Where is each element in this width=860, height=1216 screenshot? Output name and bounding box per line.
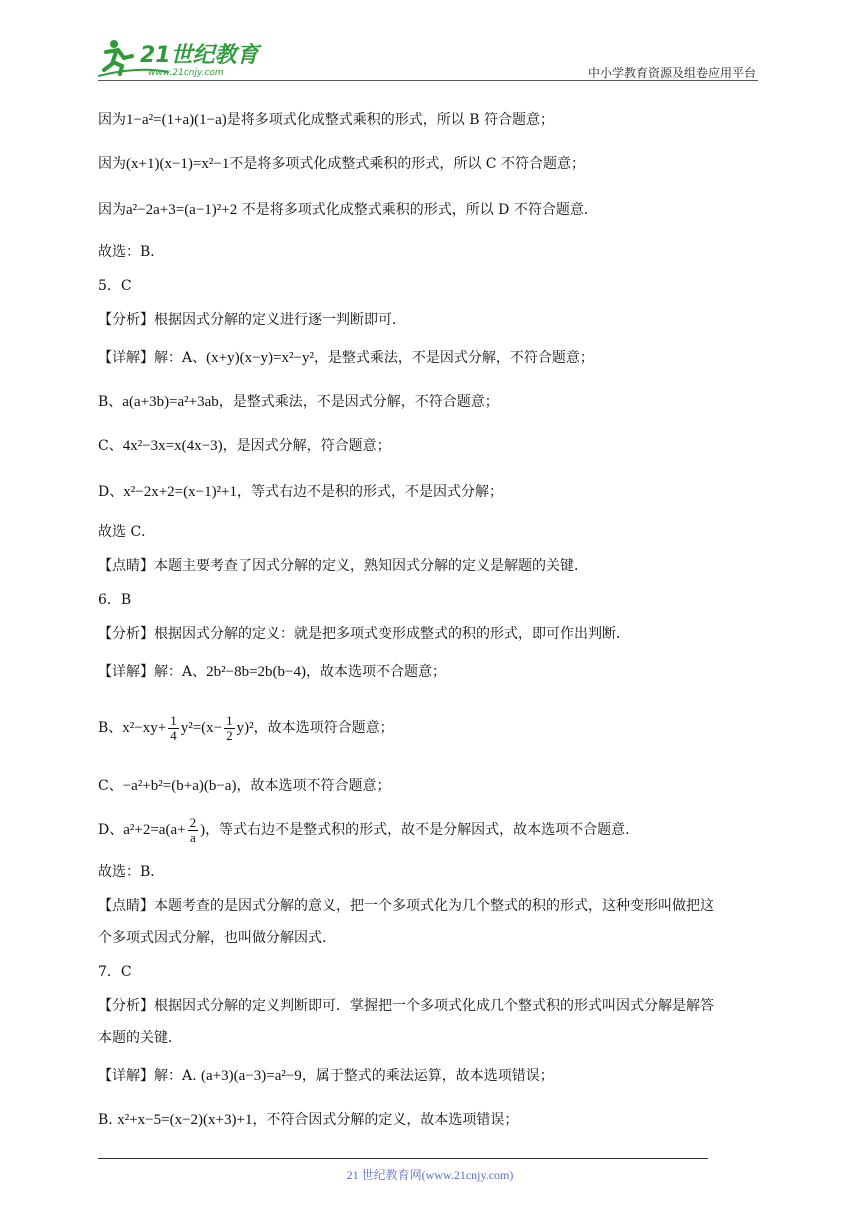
text-line: 因为a²−2a+3=(a−1)²+2 不是将多项式化成整式乘积的形式，所以 D 不符合题意．: [98, 202, 598, 218]
text-line: 【详解】解：A、(x+y)(x−y)=x²−y²，是整式乘法，不是因式分解，不符合题意；: [98, 350, 594, 366]
text-line: C、4x²−3x=x(4x−3)，是因式分解，符合题意；: [98, 438, 391, 454]
header-divider: [98, 80, 758, 81]
fraction: $\frac{2}{a}$: [189, 814, 197, 845]
text-line: B、x²−xy+ $\frac{1}{4}$ y²=(x− $\frac{1}{2}$ y)²，故本选项符合题意；: [98, 712, 394, 743]
text-line: 故选 C．: [98, 524, 156, 540]
question-number: 7．C: [98, 964, 132, 980]
text-line: 故选：B．: [98, 244, 165, 260]
text-line: D、a²+2=a(a+ $\frac{2}{a}$ )，等式右边不是整式积的形式，故不是分解因式，故本选项不合题意．: [98, 814, 640, 845]
question-number: 5．C: [98, 278, 132, 294]
text-line: 【点睛】本题考查的是因式分解的意义，把一个多项式化为几个整式的积的形式，这种变形叫做把这: [98, 898, 714, 914]
fraction: $\frac{1}{4}$: [170, 712, 177, 743]
fraction: $\frac{1}{2}$: [226, 712, 233, 743]
text-line: 因为(x+1)(x−1)=x²−1不是将多项式化成整式乘积的形式，所以 C 不符合题意；: [98, 156, 585, 172]
platform-name: 中小学教育资源及组卷应用平台: [587, 66, 756, 80]
svg-text:www.21cnjy.com: www.21cnjy.com: [148, 68, 224, 78]
logo-21cnjy: [98, 36, 268, 80]
text-line: C、−a²+b²=(b+a)(b−a)，故本选项不符合题意；: [98, 778, 391, 794]
footer-divider: [98, 1158, 708, 1159]
text-line: 本题的关键．: [98, 1030, 182, 1046]
text-line: 【点睛】本题主要考查了因式分解的定义，熟知因式分解的定义是解题的关键．: [98, 558, 588, 574]
text-line: 故选：B．: [98, 864, 165, 880]
text-line: B、a(a+3b)=a²+3ab，是整式乘法，不是因式分解，不符合题意；: [98, 394, 499, 410]
text-line: 【分析】根据因式分解的定义判断即可．掌握把一个多项式化成几个整式积的形式叫因式分解是解答: [98, 998, 714, 1014]
text-line: 【分析】根据因式分解的定义进行逐一判断即可．: [98, 312, 406, 328]
question-number: 6．B: [98, 592, 132, 608]
text-line: 因为1−a²=(1+a)(1−a)是将多项式化成整式乘积的形式，所以 B 符合题意；: [98, 112, 554, 128]
text-line: 【详解】解：A、2b²−8b=2b(b−4)，故本选项不合题意；: [98, 664, 446, 680]
text-line: 【分析】根据因式分解的定义：就是把多项式变形成整式的积的形式，即可作出判断．: [98, 626, 630, 642]
text-line: D、x²−2x+2=(x−1)²+1，等式右边不是积的形式，不是因式分解；: [98, 484, 504, 500]
footer-text: 21 世纪教育网(www.21cnjy.com): [346, 1168, 514, 1182]
text-line: B. x²+x−5=(x−2)(x+3)+1，不符合因式分解的定义，故本选项错误；: [98, 1112, 519, 1128]
text-line: 【详解】解：A. (a+3)(a−3)=a²−9，属于整式的乘法运算，故本选项错误；: [98, 1068, 554, 1084]
text-line: 个多项式因式分解，也叫做分解因式．: [98, 930, 336, 946]
svg-text:21世纪教育: 21世纪教育: [140, 43, 259, 68]
page-header: [98, 36, 758, 82]
